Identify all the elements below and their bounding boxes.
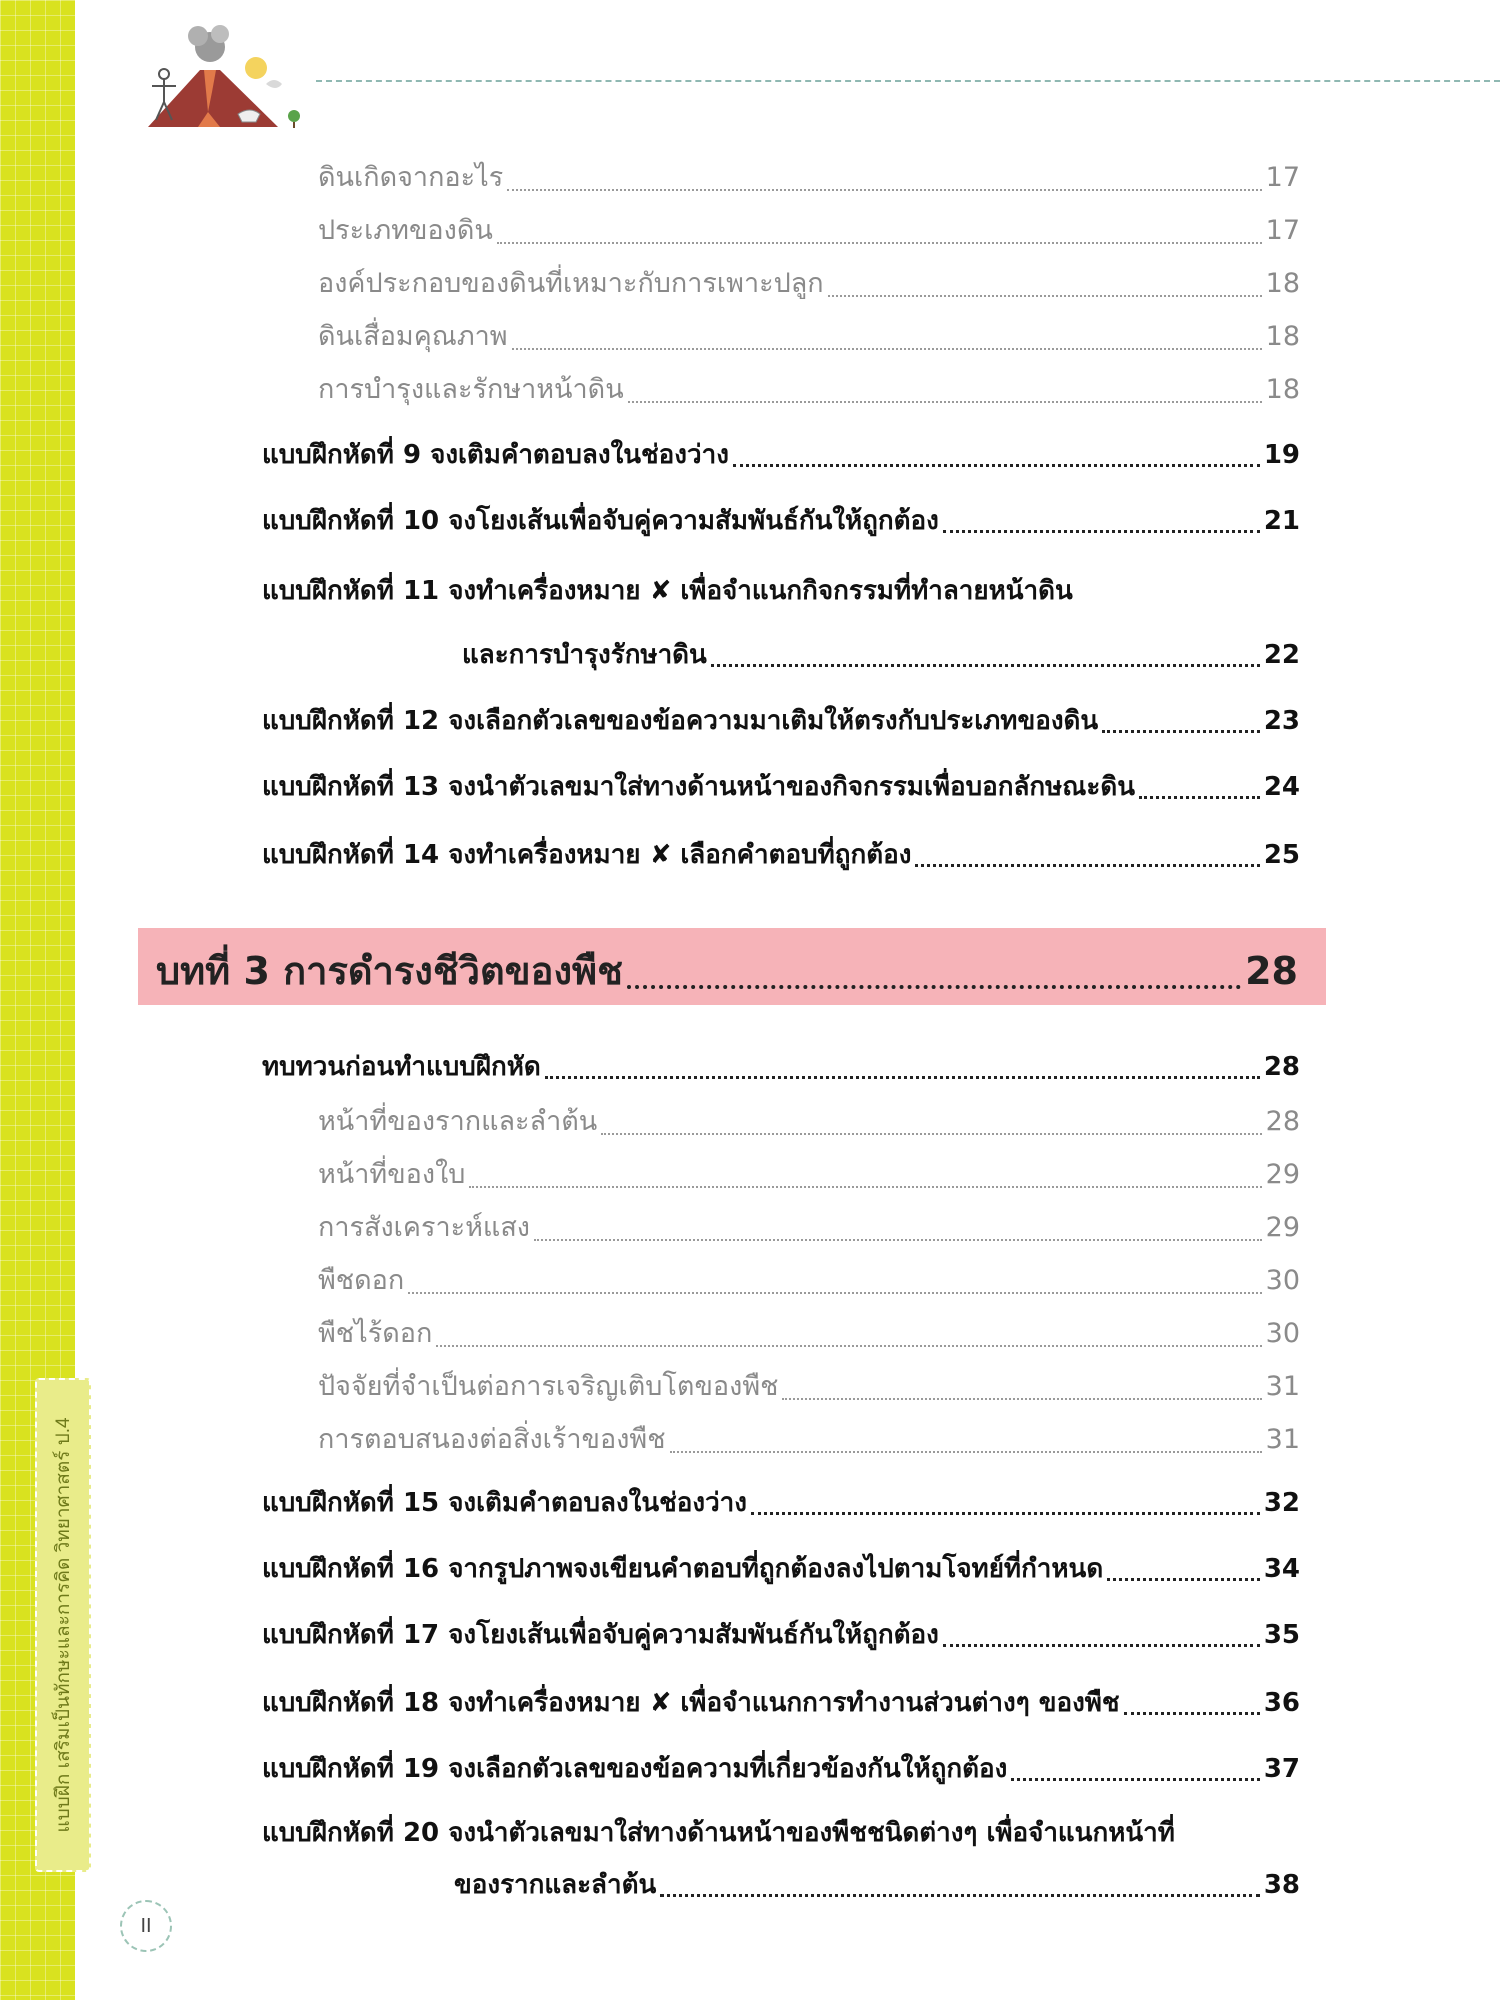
exercise-entry-10[interactable]: แบบฝึกหัดที่ 10 จงโยงเส้นเพื่อจับคู่ความสัมพันธ์กันให้ถูกต้อง 21 <box>262 506 1300 536</box>
toc-entry[interactable]: การสังเคราะห์แสง 29 <box>318 1212 1300 1243</box>
exercise-entry-12[interactable]: แบบฝึกหัดที่ 12 จงเลือกตัวเลขของข้อความมาเติมให้ตรงกับประเภทของดิน 23 <box>262 706 1300 736</box>
toc-entry[interactable]: ดินเสื่อมคุณภาพ 18 <box>318 321 1300 352</box>
toc-entry[interactable]: ประเภทของดิน 17 <box>318 215 1300 246</box>
page-number: II <box>120 1900 172 1952</box>
review-entry[interactable]: ทบทวนก่อนทำแบบฝึกหัด 28 <box>262 1052 1300 1082</box>
chapter-3-entry[interactable]: บทที่ 3 การดำรงชีวิตของพืช 28 <box>156 949 1298 993</box>
book-title-text: แบบฝึก เสริมเป็นทักษะและการคิด วิทยาศาสตร์ ป.4 <box>53 1417 74 1833</box>
exercise-entry-11[interactable]: และการบำรุงรักษาดิน 22 <box>462 640 1300 670</box>
toc-entry[interactable]: พืชดอก 30 <box>318 1265 1300 1296</box>
exercise-entry-16[interactable]: แบบฝึกหัดที่ 16 จากรูปภาพจงเขียนคำตอบที่ถูกต้องลงไปตามโจทย์ที่กำหนด 34 <box>262 1554 1300 1584</box>
chapter-heading-band <box>138 928 1326 1005</box>
exercise-entry-20[interactable]: ของรากและลำต้น 38 <box>454 1870 1300 1900</box>
toc-entry[interactable]: การบำรุงและรักษาหน้าดิน 18 <box>318 374 1300 405</box>
toc-entry[interactable]: ปัจจัยที่จำเป็นต่อการเจริญเติบโตของพืช 31 <box>318 1371 1300 1402</box>
exercise-entry-18[interactable]: แบบฝึกหัดที่ 18 จงทำเครื่องหมาย ✘ เพื่อจำแนกการทำงานส่วนต่างๆ ของพืช 36 <box>262 1688 1300 1718</box>
exercise-entry-20-line1[interactable]: แบบฝึกหัดที่ 20 จงนำตัวเลขมาใส่ทางด้านหน้าของพืชชนิดต่างๆ เพื่อจำแนกหน้าที่ <box>262 1818 1175 1848</box>
exercise-entry-11-line1[interactable]: แบบฝึกหัดที่ 11 จงทำเครื่องหมาย ✘ เพื่อจำแนกกิจกรรมที่ทำลายหน้าดิน <box>262 576 1073 606</box>
toc-entry[interactable]: พืชไร้ดอก 30 <box>318 1318 1300 1349</box>
toc-entry[interactable]: องค์ประกอบของดินที่เหมาะกับการเพาะปลูก 18 <box>318 268 1300 299</box>
toc-entry[interactable]: หน้าที่ของรากและลำต้น 28 <box>318 1106 1300 1137</box>
exercise-entry-15[interactable]: แบบฝึกหัดที่ 15 จงเติมคำตอบลงในช่องว่าง 32 <box>262 1488 1300 1518</box>
exercise-entry-17[interactable]: แบบฝึกหัดที่ 17 จงโยงเส้นเพื่อจับคู่ความสัมพันธ์กันให้ถูกต้อง 35 <box>262 1620 1300 1650</box>
exercise-entry-14[interactable]: แบบฝึกหัดที่ 14 จงทำเครื่องหมาย ✘ เลือกคำตอบที่ถูกต้อง 25 <box>262 840 1300 870</box>
exercise-entry-13[interactable]: แบบฝึกหัดที่ 13 จงนำตัวเลขมาใส่ทางด้านหน้าของกิจกรรมเพื่อบอกลักษณะดิน 24 <box>262 772 1300 802</box>
exercise-entry-19[interactable]: แบบฝึกหัดที่ 19 จงเลือกตัวเลขของข้อความที่เกี่ยวข้องกันให้ถูกต้อง 37 <box>262 1754 1300 1784</box>
toc-entry[interactable]: หน้าที่ของใบ 29 <box>318 1159 1300 1190</box>
toc-entry[interactable]: การตอบสนองต่อสิ่งเร้าของพืช 31 <box>318 1424 1300 1455</box>
toc-entry[interactable]: ดินเกิดจากอะไร 17 <box>318 162 1300 193</box>
exercise-entry-9[interactable]: แบบฝึกหัดที่ 9 จงเติมคำตอบลงในช่องว่าง 19 <box>262 440 1300 470</box>
